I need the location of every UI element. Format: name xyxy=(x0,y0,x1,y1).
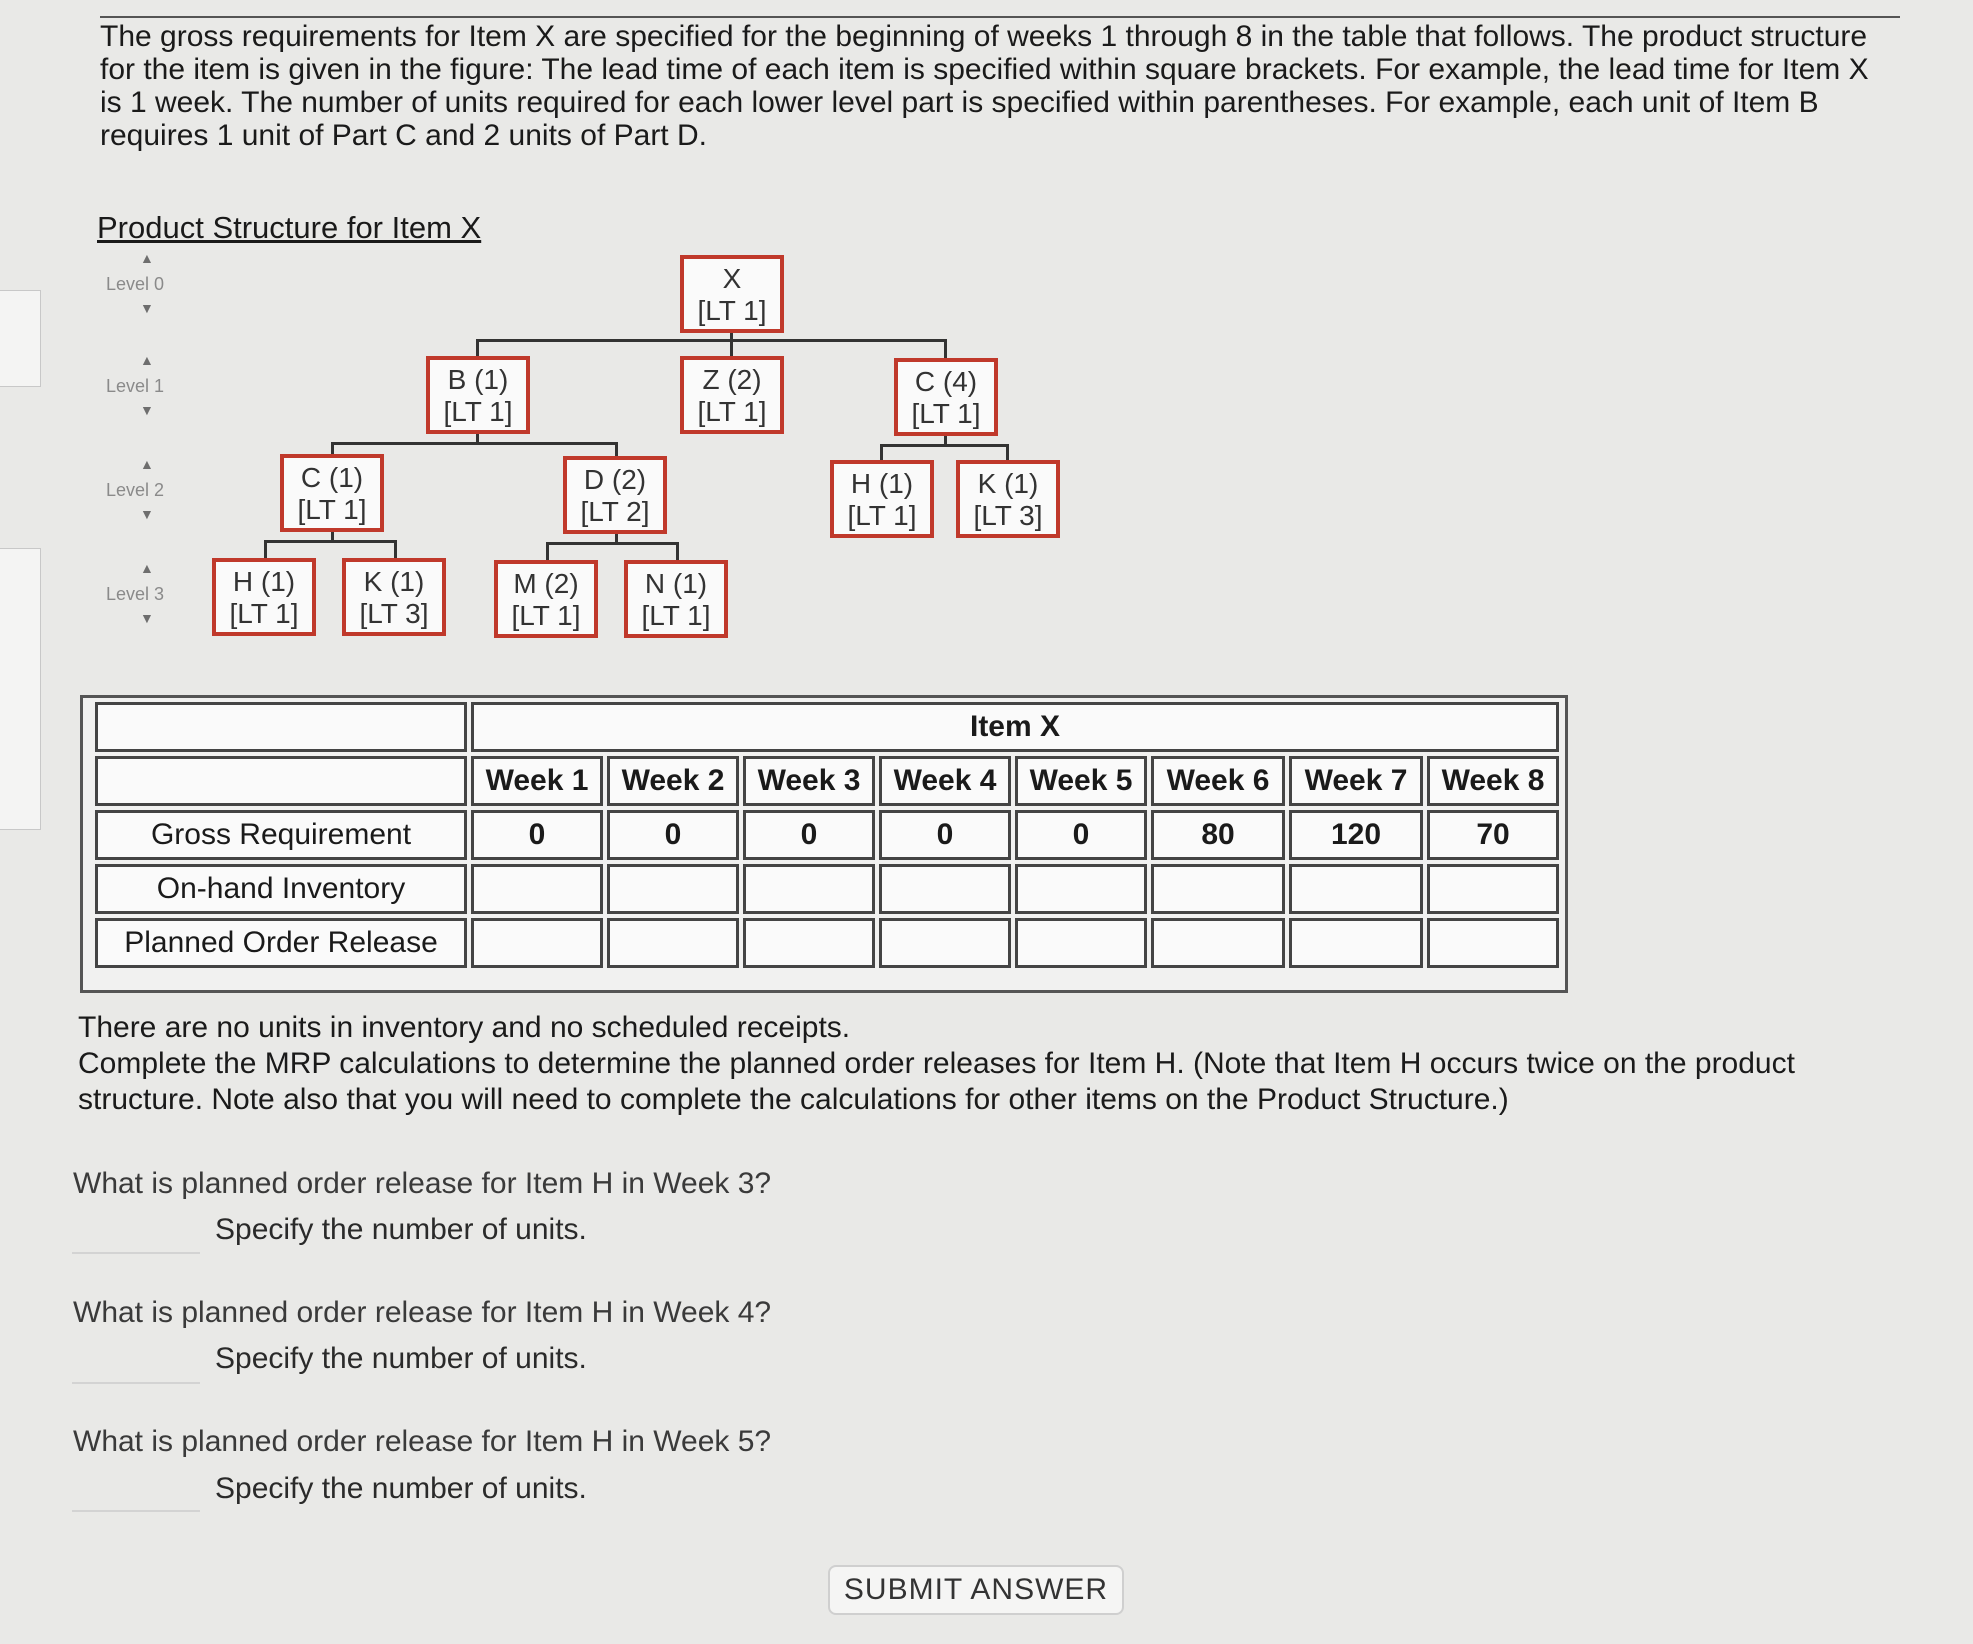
node-b: B (1) [LT 1] xyxy=(426,356,530,434)
row-label-gross-requirement: Gross Requirement xyxy=(95,810,467,860)
row-label-on-hand-inventory: On-hand Inventory xyxy=(95,864,467,914)
on-hand-inventory-cell xyxy=(607,864,739,914)
on-hand-inventory-cell xyxy=(1015,864,1147,914)
gross-requirement-cell: 80 xyxy=(1151,810,1285,860)
on-hand-inventory-cell xyxy=(879,864,1011,914)
connector-line xyxy=(730,339,733,356)
instructions xyxy=(78,1010,1858,1118)
answer-input-week-5[interactable] xyxy=(72,1469,204,1509)
product-structure-title: Product Structure for Item X xyxy=(97,210,482,245)
planned-order-release-cell xyxy=(1015,918,1147,968)
week-header: Week 1 xyxy=(471,756,603,806)
gross-requirement-cell: 0 xyxy=(1015,810,1147,860)
answer-underline xyxy=(72,1382,200,1384)
item-x-header: Item X xyxy=(471,702,1559,752)
level-0-label: ▲ Level 0 ▼ xyxy=(106,250,165,316)
node-n: N (1) [LT 1] xyxy=(624,560,728,638)
connector-line xyxy=(476,339,946,342)
gross-requirement-cell: 70 xyxy=(1427,810,1559,860)
gross-requirement-cell: 0 xyxy=(879,810,1011,860)
week-header: Week 5 xyxy=(1015,756,1147,806)
question-week-3: What is planned order release for Item H in Week 3? xyxy=(73,1167,772,1200)
question-week-5: What is planned order release for Item H in Week 5? xyxy=(73,1425,772,1458)
connector-line xyxy=(546,542,549,560)
side-panel-tab[interactable] xyxy=(0,548,41,830)
level-3-label: ▲ Level 3 ▼ xyxy=(106,560,165,626)
node-c1: C (1) [LT 1] xyxy=(280,454,384,532)
week-header: Week 4 xyxy=(879,756,1011,806)
hint-week-4: Specify the number of units. xyxy=(215,1342,587,1375)
level-1-label: ▲ Level 1 ▼ xyxy=(106,352,165,418)
mrp-table xyxy=(80,695,1568,993)
connector-line xyxy=(615,442,618,456)
question-week-4: What is planned order release for Item H in Week 4? xyxy=(73,1296,772,1329)
node-k-level2: K (1) [LT 3] xyxy=(956,460,1060,538)
planned-order-release-cell xyxy=(1151,918,1285,968)
node-c4: C (4) [LT 1] xyxy=(894,358,998,436)
connector-line xyxy=(676,542,679,560)
table-corner-cell xyxy=(95,702,467,752)
planned-order-release-cell xyxy=(743,918,875,968)
side-panel-tab[interactable] xyxy=(0,290,41,387)
week-header: Week 7 xyxy=(1289,756,1423,806)
node-z: Z (2) [LT 1] xyxy=(680,356,784,434)
arrow-up-icon: ▲ xyxy=(140,456,154,472)
connector-line xyxy=(331,442,617,445)
on-hand-inventory-cell xyxy=(743,864,875,914)
arrow-down-icon: ▼ xyxy=(140,300,154,316)
planned-order-release-cell xyxy=(1427,918,1559,968)
planned-order-release-cell xyxy=(471,918,603,968)
planned-order-release-cell xyxy=(879,918,1011,968)
answer-input-week-4[interactable] xyxy=(72,1341,204,1381)
hint-week-5: Specify the number of units. xyxy=(215,1472,587,1505)
row-label-planned-order-release: Planned Order Release xyxy=(95,918,467,968)
node-k-level3: K (1) [LT 3] xyxy=(342,558,446,636)
gross-requirement-cell: 0 xyxy=(743,810,875,860)
arrow-up-icon: ▲ xyxy=(140,352,154,368)
hint-week-3: Specify the number of units. xyxy=(215,1213,587,1246)
planned-order-release-cell xyxy=(607,918,739,968)
on-hand-inventory-cell xyxy=(1427,864,1559,914)
answer-input-week-3[interactable] xyxy=(72,1212,204,1252)
arrow-down-icon: ▼ xyxy=(140,506,154,522)
problem-statement: The gross requirements for Item X are specified for the beginning of weeks 1 through 8 in the table that follows. The product structure for the item is given in the figure: The lead time of each item is specified within square brackets. For example, the lead time for Item X is 1 week. The number of units required for each lower level part is specified within parentheses. For example, each unit of Item B requires 1 unit of Part C and 2 units of Part D. xyxy=(100,20,1869,152)
connector-line xyxy=(394,540,397,558)
week-header: Week 8 xyxy=(1427,756,1559,806)
top-divider xyxy=(100,16,1900,18)
arrow-down-icon: ▼ xyxy=(140,610,154,626)
inventory-note: There are no units in inventory and no scheduled receipts. xyxy=(78,1011,851,1044)
gross-requirement-cell: 0 xyxy=(471,810,603,860)
planned-order-release-cell xyxy=(1289,918,1423,968)
level-2-label: ▲ Level 2 ▼ xyxy=(106,456,165,522)
on-hand-inventory-cell xyxy=(1151,864,1285,914)
week-header: Week 6 xyxy=(1151,756,1285,806)
mrp-instructions: Complete the MRP calculations to determine the planned order releases for Item H. (Note that Item H occurs twice on the product structure. Note also that you will need to complete the calculations for other items on the Product Structure.) xyxy=(78,1047,1795,1116)
connector-line xyxy=(880,444,1008,447)
connector-line xyxy=(1006,444,1009,460)
week-header: Week 2 xyxy=(607,756,739,806)
node-x: X [LT 1] xyxy=(680,255,784,333)
node-h-level2: H (1) [LT 1] xyxy=(830,460,934,538)
week-header: Week 3 xyxy=(743,756,875,806)
answer-underline xyxy=(72,1252,200,1254)
connector-line xyxy=(880,444,883,460)
arrow-down-icon: ▼ xyxy=(140,402,154,418)
answer-underline xyxy=(72,1510,200,1512)
connector-line xyxy=(546,542,678,545)
node-h-level3: H (1) [LT 1] xyxy=(212,558,316,636)
week-label-cell xyxy=(95,756,467,806)
gross-requirement-cell: 120 xyxy=(1289,810,1423,860)
connector-line xyxy=(944,339,947,358)
node-d: D (2) [LT 2] xyxy=(563,456,667,534)
node-m: M (2) [LT 1] xyxy=(494,560,598,638)
on-hand-inventory-cell xyxy=(471,864,603,914)
connector-line xyxy=(264,540,396,543)
connector-line xyxy=(264,540,267,558)
on-hand-inventory-cell xyxy=(1289,864,1423,914)
gross-requirement-cell: 0 xyxy=(607,810,739,860)
connector-line xyxy=(476,339,479,356)
arrow-up-icon: ▲ xyxy=(140,250,154,266)
submit-answer-button[interactable]: SUBMIT ANSWER xyxy=(828,1565,1124,1615)
arrow-up-icon: ▲ xyxy=(140,560,154,576)
